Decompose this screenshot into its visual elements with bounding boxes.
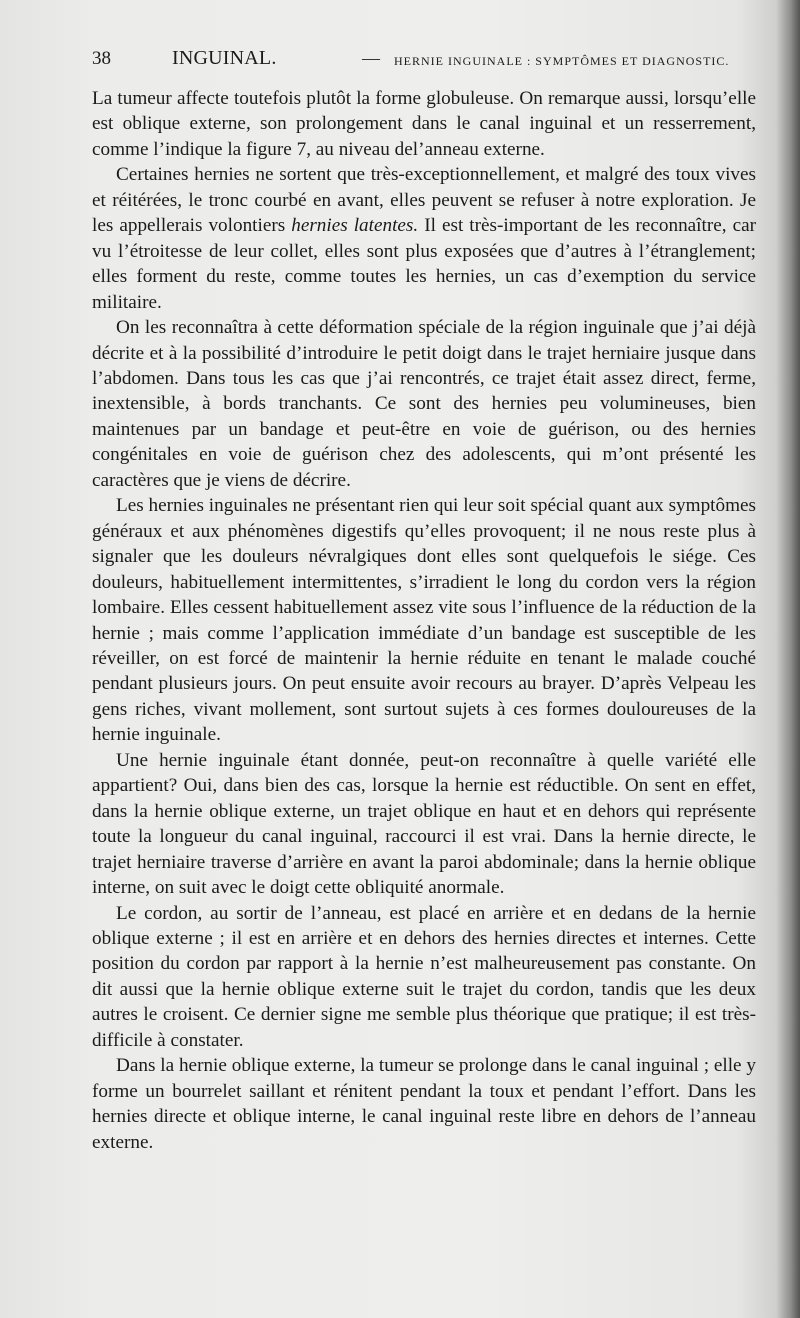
paragraph-7: Dans la hernie oblique externe, la tumeur se prolonge dans le canal inguinal ; elle y forme un bourrelet saillant et rénitent pendant la toux et pendant l’effort. Dans les hernies directe et oblique interne, le canal inguinal reste libre en dehors de l’anneau externe. xyxy=(92,1055,756,1153)
page-edge-shadow xyxy=(776,0,800,1318)
running-title: INGUINAL. xyxy=(172,47,277,69)
paragraph-3: On les reconnaîtra à cette déformation spéciale de la région inguinale que j’ai déjà décrite et à la possibilité d’introduire le petit doigt dans le trajet herniaire jusque dans l’abdomen. Dans tous les cas que j’ai rencontrés, ce trajet était assez direct, ferme, inextensible, à bords tranchants. Ce sont des hernies peu volumineuses, bien maintenues par un bandage et peut-être en voie de guérison, ou des hernies congénitales en voie de guérison chez des adolescents, qui m’ont présenté les caractères que je viens de décrire. xyxy=(92,317,756,491)
running-subtitle: HERNIE INGUINALE : SYMPTÔMES ET DIAGNOSTIC. xyxy=(394,54,730,68)
page-header xyxy=(92,46,752,76)
italic-term-hernies-latentes: hernies latentes. xyxy=(291,215,419,237)
paragraph-2-part-1: Certaines hernies ne sortent que très-exceptionnellement, et malgré des toux vives et réitérées, le tronc courbé en avant, elles peuvent se refuser à notre exploration. Je les appellerais volontiers xyxy=(92,164,756,237)
paragraph-5: Une hernie inguinale étant donnée, peut-on reconnaître à quelle variété elle appartient? Oui, dans bien des cas, lorsque la hernie est réductible. On sent en effet, dans la hernie oblique externe, un trajet oblique en haut et en dehors qui représente toute la longueur du canal inguinal, raccourci il est vrai. Dans la hernie directe, le trajet herniaire traverse d’arrière en avant la paroi abdominale; dans la hernie oblique interne, on suit avec le doigt cette obliquité anormale. xyxy=(92,749,756,899)
paragraph-1: La tumeur affecte toutefois plutôt la forme globuleuse. On remarque aussi, lorsqu’elle est oblique externe, son prolongement dans le canal inguinal et un resserrement, comme l’indique la figure 7, au niveau del’anneau externe. xyxy=(92,88,756,160)
body-text xyxy=(92,86,756,1155)
page-number: 38 xyxy=(92,48,111,69)
paragraph-6: Le cordon, au sortir de l’anneau, est placé en arrière et en dedans de la hernie oblique externe ; il est en arrière et en dehors des hernies directes et internes. Cette position du cordon par rapport à la hernie n’est malheureusement pas constante. On dit aussi que la hernie oblique externe suit le trajet du cordon, tandis que les deux autres le croisent. Ce dernier signe me semble plus théorique que pratique; il est très-difficile à constater. xyxy=(92,902,756,1051)
paragraph-4: Les hernies inguinales ne présentant rien qui leur soit spécial quant aux symptômes généraux et aux phénomènes digestifs qu’elles provoquent; il ne nous reste plus à signaler que les douleurs névralgiques dont elles sont quelquefois le siége. Ces douleurs, habituellement intermittentes, s’irradient le long du cordon vers la région lombaire. Elles cessent habituellement assez vite sous l’influence de la réduction de la hernie ; mais comme l’application immédiate d’un bandage est susceptible de les réveiller, on est forcé de maintenir la hernie réduite en tenant le malade couché pendant plusieurs jours. On peut ensuite avoir recours au brayer. D’après Velpeau les gens riches, vivant mollement, sont surtout sujets à ces formes douloureuses de la hernie inguinale. xyxy=(92,495,756,746)
paragraph-2-part-2: Il est très-important de les reconnaître, car vu l’étroitesse de leur collet, elles sont plus exposées que d’autres à l’étranglement; elles forment du reste, comme toutes les hernies, un cas d’exemption du service militaire. xyxy=(92,215,756,313)
running-title-dash: — xyxy=(362,48,380,68)
paragraph-2 xyxy=(92,162,756,315)
